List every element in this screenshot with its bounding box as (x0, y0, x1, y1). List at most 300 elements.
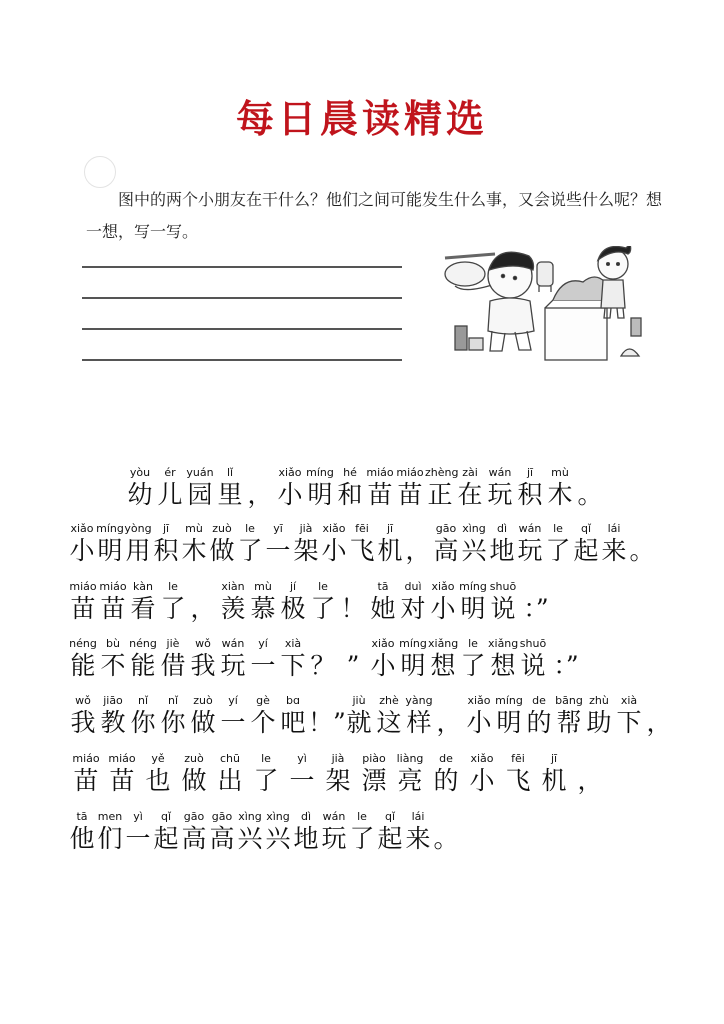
character-cell (68, 637, 98, 681)
pinyin: jī (162, 522, 170, 535)
pinyin: wǒ (75, 694, 91, 707)
pinyin: gāo (435, 522, 457, 535)
pinyin: lǐ (226, 466, 234, 479)
character-cell (428, 637, 458, 681)
character-cell (125, 466, 155, 510)
hanzi: 做 (190, 708, 216, 737)
hanzi: 地 (489, 536, 515, 565)
pinyin: zhèng (425, 466, 459, 479)
pinyin: fēi (355, 522, 369, 535)
hanzi: 积 (517, 480, 543, 509)
hanzi: 慕 (250, 594, 276, 623)
pinyin: miáo (396, 466, 424, 479)
pinyin: miáo (72, 752, 100, 765)
pinyin: bù (106, 637, 120, 650)
hanzi: 明 (496, 708, 522, 737)
hanzi: 吧 (280, 708, 306, 737)
hanzi: 来 (601, 536, 627, 565)
character-cell (344, 694, 374, 738)
hanzi: ， (577, 766, 603, 795)
pinyin: xiǎo (371, 637, 395, 650)
hanzi: 架 (325, 766, 351, 795)
hanzi: 极 (280, 594, 306, 623)
pinyin: jí (289, 580, 297, 593)
pinyin: jī (526, 466, 534, 479)
character-cell (68, 522, 96, 566)
pinyin: liàng (396, 752, 424, 765)
pinyin: hé (343, 466, 357, 479)
hanzi: 你 (130, 708, 156, 737)
pinyin: zuò (212, 522, 232, 535)
hanzi: 苗 (109, 766, 135, 795)
hanzi: 和 (337, 480, 363, 509)
character-cell (292, 522, 320, 566)
pinyin: zài (462, 466, 478, 479)
pinyin: qǐ (384, 810, 396, 823)
pinyin: mù (254, 580, 272, 593)
character-cell (308, 580, 338, 624)
pinyin: de (439, 752, 453, 765)
character-cell (628, 522, 656, 566)
pinyin: yí (228, 694, 238, 707)
character-cell (248, 637, 278, 681)
character-cell (404, 694, 434, 738)
hanzi: 木 (181, 536, 207, 565)
character-cell (68, 752, 104, 796)
character-cell (368, 580, 398, 624)
character-cell (236, 522, 264, 566)
character-cell (545, 466, 575, 510)
pinyin: xìng (462, 522, 486, 535)
hanzi: 里 (217, 480, 243, 509)
hanzi: 起 (573, 536, 599, 565)
hanzi: 小 (466, 708, 492, 737)
character-cell (68, 694, 98, 738)
pinyin: fēi (511, 752, 525, 765)
hanzi: 明 (400, 651, 426, 680)
pinyin: tā (377, 580, 389, 593)
hanzi: 明 (460, 594, 486, 623)
pinyin: xìng (266, 810, 290, 823)
character-cell (536, 752, 572, 796)
character-cell (320, 752, 356, 796)
hanzi: 了 (310, 594, 336, 623)
hanzi: 能 (130, 651, 156, 680)
hanzi: 明 (307, 480, 333, 509)
answer-line[interactable] (82, 328, 402, 330)
hanzi: 。 (577, 480, 603, 509)
writing-prompt-section (80, 150, 680, 380)
character-cell (368, 637, 398, 681)
hanzi: 机 (541, 766, 567, 795)
character-cell (584, 694, 614, 738)
pinyin: miáo (366, 466, 394, 479)
character-cell (208, 810, 236, 854)
character-cell (128, 694, 158, 738)
character-cell (338, 637, 368, 681)
character-cell (212, 752, 248, 796)
hanzi: 他 (69, 824, 95, 853)
pinyin: wán (322, 810, 346, 823)
pinyin: míng (96, 522, 124, 535)
pinyin: gāo (211, 810, 233, 823)
character-cell (284, 752, 320, 796)
hanzi: ， (190, 594, 216, 623)
character-cell (98, 694, 128, 738)
hanzi: 亮 (397, 766, 423, 795)
character-cell (308, 637, 338, 681)
pinyin: míng (495, 694, 523, 707)
character-cell (544, 522, 572, 566)
pinyin: miáo (69, 580, 97, 593)
hanzi: 一 (289, 766, 315, 795)
hanzi: 正 (427, 480, 453, 509)
character-cell (98, 580, 128, 624)
hanzi: 想 (490, 651, 516, 680)
hanzi: 说 (520, 651, 546, 680)
pinyin (434, 694, 464, 708)
hanzi: 飞 (349, 536, 375, 565)
character-cell (320, 522, 348, 566)
hanzi: 能 (70, 651, 96, 680)
character-cell (398, 580, 428, 624)
pinyin: le (318, 580, 328, 593)
hanzi: ！ (340, 594, 366, 623)
pinyin: dì (300, 810, 312, 823)
pinyin (308, 694, 344, 708)
answer-line[interactable] (82, 297, 402, 299)
character-cell (524, 694, 554, 738)
character-cell (158, 637, 188, 681)
pinyin: yì (297, 752, 307, 765)
character-cell (464, 752, 500, 796)
pinyin: lái (607, 522, 621, 535)
pinyin: qǐ (580, 522, 592, 535)
hanzi: 羡 (220, 594, 246, 623)
character-cell (152, 810, 180, 854)
pinyin: néng (129, 637, 157, 650)
character-cell (140, 752, 176, 796)
hanzi: 看 (130, 594, 156, 623)
children-playing-illustration (435, 246, 660, 370)
hanzi: 教 (100, 708, 126, 737)
character-cell (96, 522, 124, 566)
hanzi: 来 (405, 824, 431, 853)
hanzi: 一 (250, 651, 276, 680)
pinyin (404, 522, 432, 536)
hanzi: 做 (209, 536, 235, 565)
character-cell (215, 466, 245, 510)
pinyin: nǐ (137, 694, 149, 707)
character-cell (644, 694, 674, 738)
pinyin: jià (299, 522, 313, 535)
hanzi: 积 (153, 536, 179, 565)
pinyin (575, 466, 605, 480)
hanzi: 兴 (461, 536, 487, 565)
character-cell (68, 810, 96, 854)
hanzi: 对 (400, 594, 426, 623)
hanzi: 明 (97, 536, 123, 565)
pinyin (308, 637, 338, 651)
prompt-text: 图中的两个小朋友在干什么？他们之间可能发生什么事，又会说些什么呢？想一想，写一写。 (86, 190, 663, 241)
pinyin: jiāo (103, 694, 123, 707)
pinyin: xià (620, 694, 638, 707)
pinyin: le (553, 522, 563, 535)
pinyin: miáo (99, 580, 127, 593)
hanzi: 苗 (70, 594, 96, 623)
pinyin: yuán (186, 466, 214, 479)
pinyin: shuō (519, 637, 547, 650)
hanzi: 起 (377, 824, 403, 853)
pinyin: jiè (166, 637, 180, 650)
character-cell (488, 637, 518, 681)
character-cell (458, 637, 488, 681)
hanzi: 漂 (361, 766, 387, 795)
character-cell (236, 810, 264, 854)
pinyin: le (357, 810, 367, 823)
pinyin: wán (488, 466, 512, 479)
pinyin: míng (459, 580, 487, 593)
answer-line[interactable] (82, 266, 402, 268)
pinyin: gāo (183, 810, 205, 823)
pinyin: yī (273, 522, 283, 535)
character-cell (398, 637, 428, 681)
hanzi: 玩 (517, 536, 543, 565)
character-cell (158, 580, 188, 624)
hanzi: 们 (97, 824, 123, 853)
hanzi: ？ (310, 651, 336, 680)
character-cell (376, 810, 404, 854)
character-cell (158, 694, 188, 738)
pinyin: le (245, 522, 255, 535)
pinyin: jī (550, 752, 558, 765)
character-cell (404, 522, 432, 566)
pinyin (572, 752, 608, 766)
pinyin: xiǎo (467, 694, 491, 707)
hanzi: 了 (349, 824, 375, 853)
character-cell (245, 466, 275, 510)
character-cell (428, 580, 458, 624)
pinyin: jiù (352, 694, 366, 707)
hanzi: 小 (370, 651, 396, 680)
hanzi: 一 (265, 536, 291, 565)
hanzi: 高 (181, 824, 207, 853)
hanzi: 的 (526, 708, 552, 737)
hanzi: 这 (376, 708, 402, 737)
pinyin: míng (399, 637, 427, 650)
character-cell (432, 522, 460, 566)
character-cell (128, 580, 158, 624)
pinyin: chū (220, 752, 240, 765)
character-cell (305, 466, 335, 510)
pinyin: gè (256, 694, 270, 707)
character-cell (320, 810, 348, 854)
reading-line (68, 637, 584, 681)
pinyin: yí (258, 637, 268, 650)
reading-line (125, 466, 605, 510)
pinyin: yàng (405, 694, 433, 707)
pinyin: piào (362, 752, 386, 765)
pinyin (644, 694, 674, 708)
pinyin: nǐ (167, 694, 179, 707)
hanzi: 地 (293, 824, 319, 853)
character-cell (404, 810, 432, 854)
character-cell (208, 522, 236, 566)
hanzi: 木 (547, 480, 573, 509)
character-cell (464, 694, 494, 738)
hanzi: ：” (553, 651, 579, 680)
character-cell (395, 466, 425, 510)
character-cell (96, 810, 124, 854)
answer-line[interactable] (82, 359, 402, 361)
hanzi: ：” (523, 594, 549, 623)
reading-line (68, 694, 674, 738)
hanzi: 架 (293, 536, 319, 565)
pinyin: míng (306, 466, 334, 479)
pinyin: jià (331, 752, 345, 765)
character-cell (338, 580, 368, 624)
character-cell (432, 810, 460, 854)
character-cell (516, 522, 544, 566)
hanzi: 下 (280, 651, 306, 680)
pinyin: yòng (124, 522, 152, 535)
pinyin: yòu (129, 466, 151, 479)
hanzi: 下 (616, 708, 642, 737)
reading-line (68, 810, 460, 854)
hanzi: 用 (125, 536, 151, 565)
character-cell (572, 752, 608, 796)
hanzi: 在 (457, 480, 483, 509)
character-cell (128, 637, 158, 681)
character-cell (248, 580, 278, 624)
character-cell (104, 752, 140, 796)
hanzi: ， (247, 480, 273, 509)
hanzi: 儿 (157, 480, 183, 509)
character-cell (554, 694, 584, 738)
character-cell (278, 580, 308, 624)
pinyin (338, 637, 368, 651)
hanzi: 苗 (367, 480, 393, 509)
pinyin: duì (404, 580, 422, 593)
hanzi: ！” (308, 708, 346, 737)
hanzi: 苗 (397, 480, 423, 509)
hanzi: 了 (545, 536, 571, 565)
hanzi: 也 (145, 766, 171, 795)
character-cell (518, 580, 554, 624)
pinyin (548, 637, 584, 651)
character-cell (155, 466, 185, 510)
hanzi: ， (436, 708, 462, 737)
character-cell (188, 580, 218, 624)
character-cell (515, 466, 545, 510)
hanzi: 玩 (321, 824, 347, 853)
character-cell (374, 694, 404, 738)
character-cell (425, 466, 459, 510)
pinyin: zhù (589, 694, 609, 707)
pinyin: mù (185, 522, 203, 535)
hanzi: 说 (490, 594, 516, 623)
hanzi: 助 (586, 708, 612, 737)
pinyin: xiàn (221, 580, 245, 593)
character-cell (292, 810, 320, 854)
character-cell (434, 694, 464, 738)
character-cell (575, 466, 605, 510)
reading-line (68, 752, 608, 796)
character-cell (68, 580, 98, 624)
pinyin: xiǎo (278, 466, 302, 479)
hanzi: 机 (377, 536, 403, 565)
character-cell (518, 637, 548, 681)
reading-line (68, 580, 554, 624)
character-cell (572, 522, 600, 566)
pinyin: le (168, 580, 178, 593)
pinyin: zhè (379, 694, 399, 707)
hanzi: 幼 (127, 480, 153, 509)
pinyin: bāng (555, 694, 583, 707)
pinyin (518, 580, 554, 594)
hanzi: 不 (100, 651, 126, 680)
hanzi: 一 (220, 708, 246, 737)
hanzi: 起 (153, 824, 179, 853)
character-cell (494, 694, 524, 738)
pinyin: men (97, 810, 123, 823)
pinyin: xiǎo (70, 522, 94, 535)
hanzi: 了 (160, 594, 186, 623)
pinyin (628, 522, 656, 536)
page-title: 每日晨读精选 (235, 96, 488, 141)
pinyin (188, 580, 218, 594)
pinyin: zuò (193, 694, 213, 707)
character-cell (218, 694, 248, 738)
hanzi: 高 (433, 536, 459, 565)
pinyin: lái (411, 810, 425, 823)
hanzi: 小 (321, 536, 347, 565)
pinyin: qǐ (160, 810, 172, 823)
character-cell (460, 522, 488, 566)
hanzi: 了 (460, 651, 486, 680)
pinyin: miáo (108, 752, 136, 765)
character-cell (488, 522, 516, 566)
hanzi: ， (646, 708, 672, 737)
pinyin: zuò (184, 752, 204, 765)
hanzi: 苗 (73, 766, 99, 795)
pinyin: xiǎo (431, 580, 455, 593)
character-cell (180, 522, 208, 566)
character-cell (356, 752, 392, 796)
character-cell (458, 580, 488, 624)
character-cell (348, 810, 376, 854)
character-cell (600, 522, 628, 566)
character-cell (218, 637, 248, 681)
character-cell (335, 466, 365, 510)
hanzi: 小 (430, 594, 456, 623)
pinyin (245, 466, 275, 480)
pinyin: le (468, 637, 478, 650)
character-cell (176, 752, 212, 796)
pinyin: jī (386, 522, 394, 535)
hanzi: 想 (430, 651, 456, 680)
character-cell (275, 466, 305, 510)
pinyin: xiǎng (488, 637, 519, 650)
character-cell (218, 580, 248, 624)
character-cell (365, 466, 395, 510)
hanzi: 兴 (237, 824, 263, 853)
hanzi: 高 (209, 824, 235, 853)
hanzi: 。 (629, 536, 655, 565)
pinyin: ér (164, 466, 176, 479)
pinyin: wán (221, 637, 245, 650)
hanzi: 我 (190, 651, 216, 680)
